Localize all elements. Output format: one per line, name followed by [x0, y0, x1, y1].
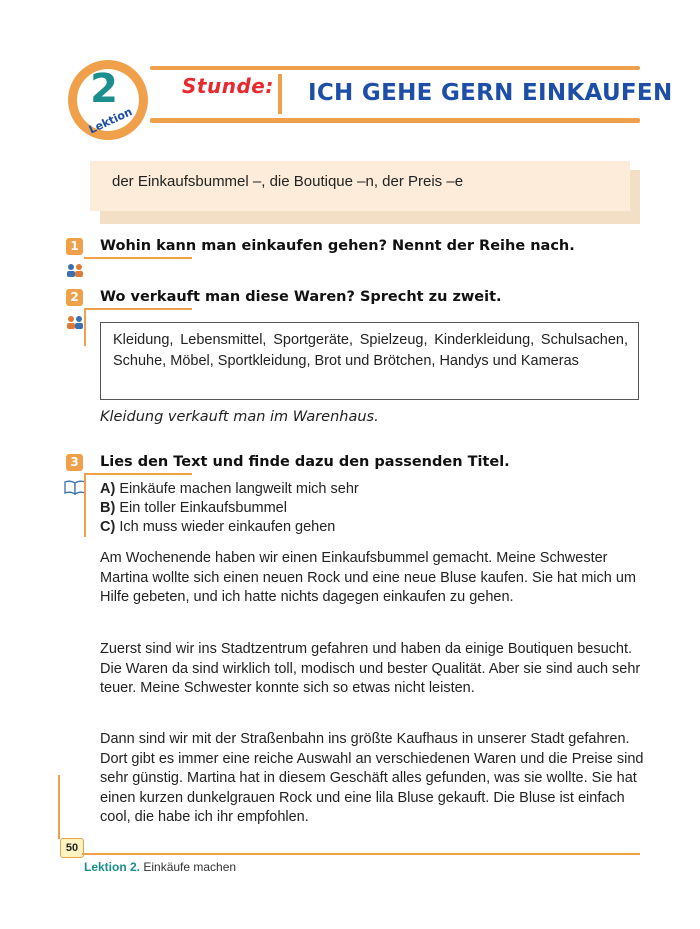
task-2-underline — [84, 308, 192, 310]
page-title: ICH GEHE GERN EINKAUFEN — [308, 80, 673, 106]
pair-work-icon — [64, 262, 86, 278]
footer-subtitle: Einkäufe machen — [140, 860, 237, 874]
task-3-underline — [84, 473, 192, 475]
option-a-letter: A) — [100, 481, 116, 497]
paragraph-3: Dann sind wir mit der Straßenbahn ins größte Kaufhaus in unserer Stadt gefahren. Dort gibt es immer eine reiche Auswahl an verschiedenen Waren und die Preise sind sehr günstig. Martina hat in diesem Geschäft alles gefunden, was sie wollte. Sie hat einen kurzen dunkelgrauen Rock und eine lila Bluse gekauft. Die Bluse ist einfach cool, die habe ich ihr empfohlen. — [100, 731, 644, 825]
lektion-number: 2 — [90, 66, 118, 112]
header-divider — [278, 74, 282, 114]
option-c-letter: C) — [100, 519, 116, 535]
option-c-text: Ich muss wieder einkaufen gehen — [115, 519, 336, 535]
example-sentence: Kleidung verkauft man im Warenhaus. — [100, 409, 379, 425]
vocab-box — [90, 161, 630, 211]
option-b-text: Ein toller Einkaufsbummel — [115, 500, 287, 516]
page-number: 50 — [60, 838, 84, 858]
task-3-text-bold: Lies den Text — [100, 454, 208, 470]
header-band — [150, 66, 673, 124]
footer-lektion: Lektion 2. — [84, 860, 141, 874]
paragraph-1: Am Wochenende haben wir einen Einkaufsbummel gemacht. Meine Schwester Martina wollte sich einen neuen Rock und eine neue Bluse kaufen. Sie hat mich um Hilfe gebeten, und ich hatte nichts dagegen einkaufen zu gehen. — [100, 550, 637, 605]
dialogue-icon — [64, 314, 86, 330]
footer-caption — [84, 860, 236, 874]
lektion-label: Lektion — [86, 105, 135, 137]
task-1-number: 1 — [66, 238, 83, 255]
stunde-label: Stunde: — [182, 74, 274, 98]
option-a — [100, 481, 359, 497]
task-2-text: Wo verkauft man diese Waren? Sprecht zu zweit. — [100, 289, 502, 305]
option-b — [100, 500, 287, 516]
margin-rule — [58, 775, 60, 839]
task-3-number: 3 — [66, 454, 83, 471]
task-1-text: Wohin kann man einkaufen gehen? Nennt der Reihe nach. — [100, 238, 575, 254]
footer-rule — [82, 853, 640, 855]
task-2-connector — [84, 308, 86, 346]
option-c — [100, 519, 335, 535]
paragraph-2: Zuerst sind wir ins Stadtzentrum gefahren und haben da einige Boutiquen besucht. Die Waren da sind wirklich toll, modisch und bester Qualität. Aber sie sind auch sehr teuer. Meine Schwester konnte sich so etwas nicht leisten. — [100, 641, 641, 696]
task-3-text — [100, 454, 510, 470]
task-1-underline — [84, 257, 192, 259]
header-rule-top — [150, 66, 640, 70]
header-rule-bottom — [150, 118, 640, 123]
word-box — [100, 322, 639, 400]
vocab-text: der Einkaufsbummel –, die Boutique –n, der Preis –e — [112, 173, 464, 190]
lektion-badge — [66, 58, 150, 142]
reading-book-icon — [64, 479, 86, 495]
option-b-letter: B) — [100, 500, 116, 516]
task-3-text-rest: und finde dazu den passenden Titel. — [207, 454, 510, 470]
task-2-number: 2 — [66, 289, 83, 306]
task-3-connector — [84, 473, 86, 537]
option-a-text: Einkäufe machen langweilt mich sehr — [115, 481, 359, 497]
word-box-text: Kleidung, Lebensmittel, Sportgeräte, Spielzeug, Kinderkleidung, Schulsachen, Schuhe, Möbel, Sportkleidung, Brot und Brötchen, Handys und Kameras — [113, 332, 628, 369]
